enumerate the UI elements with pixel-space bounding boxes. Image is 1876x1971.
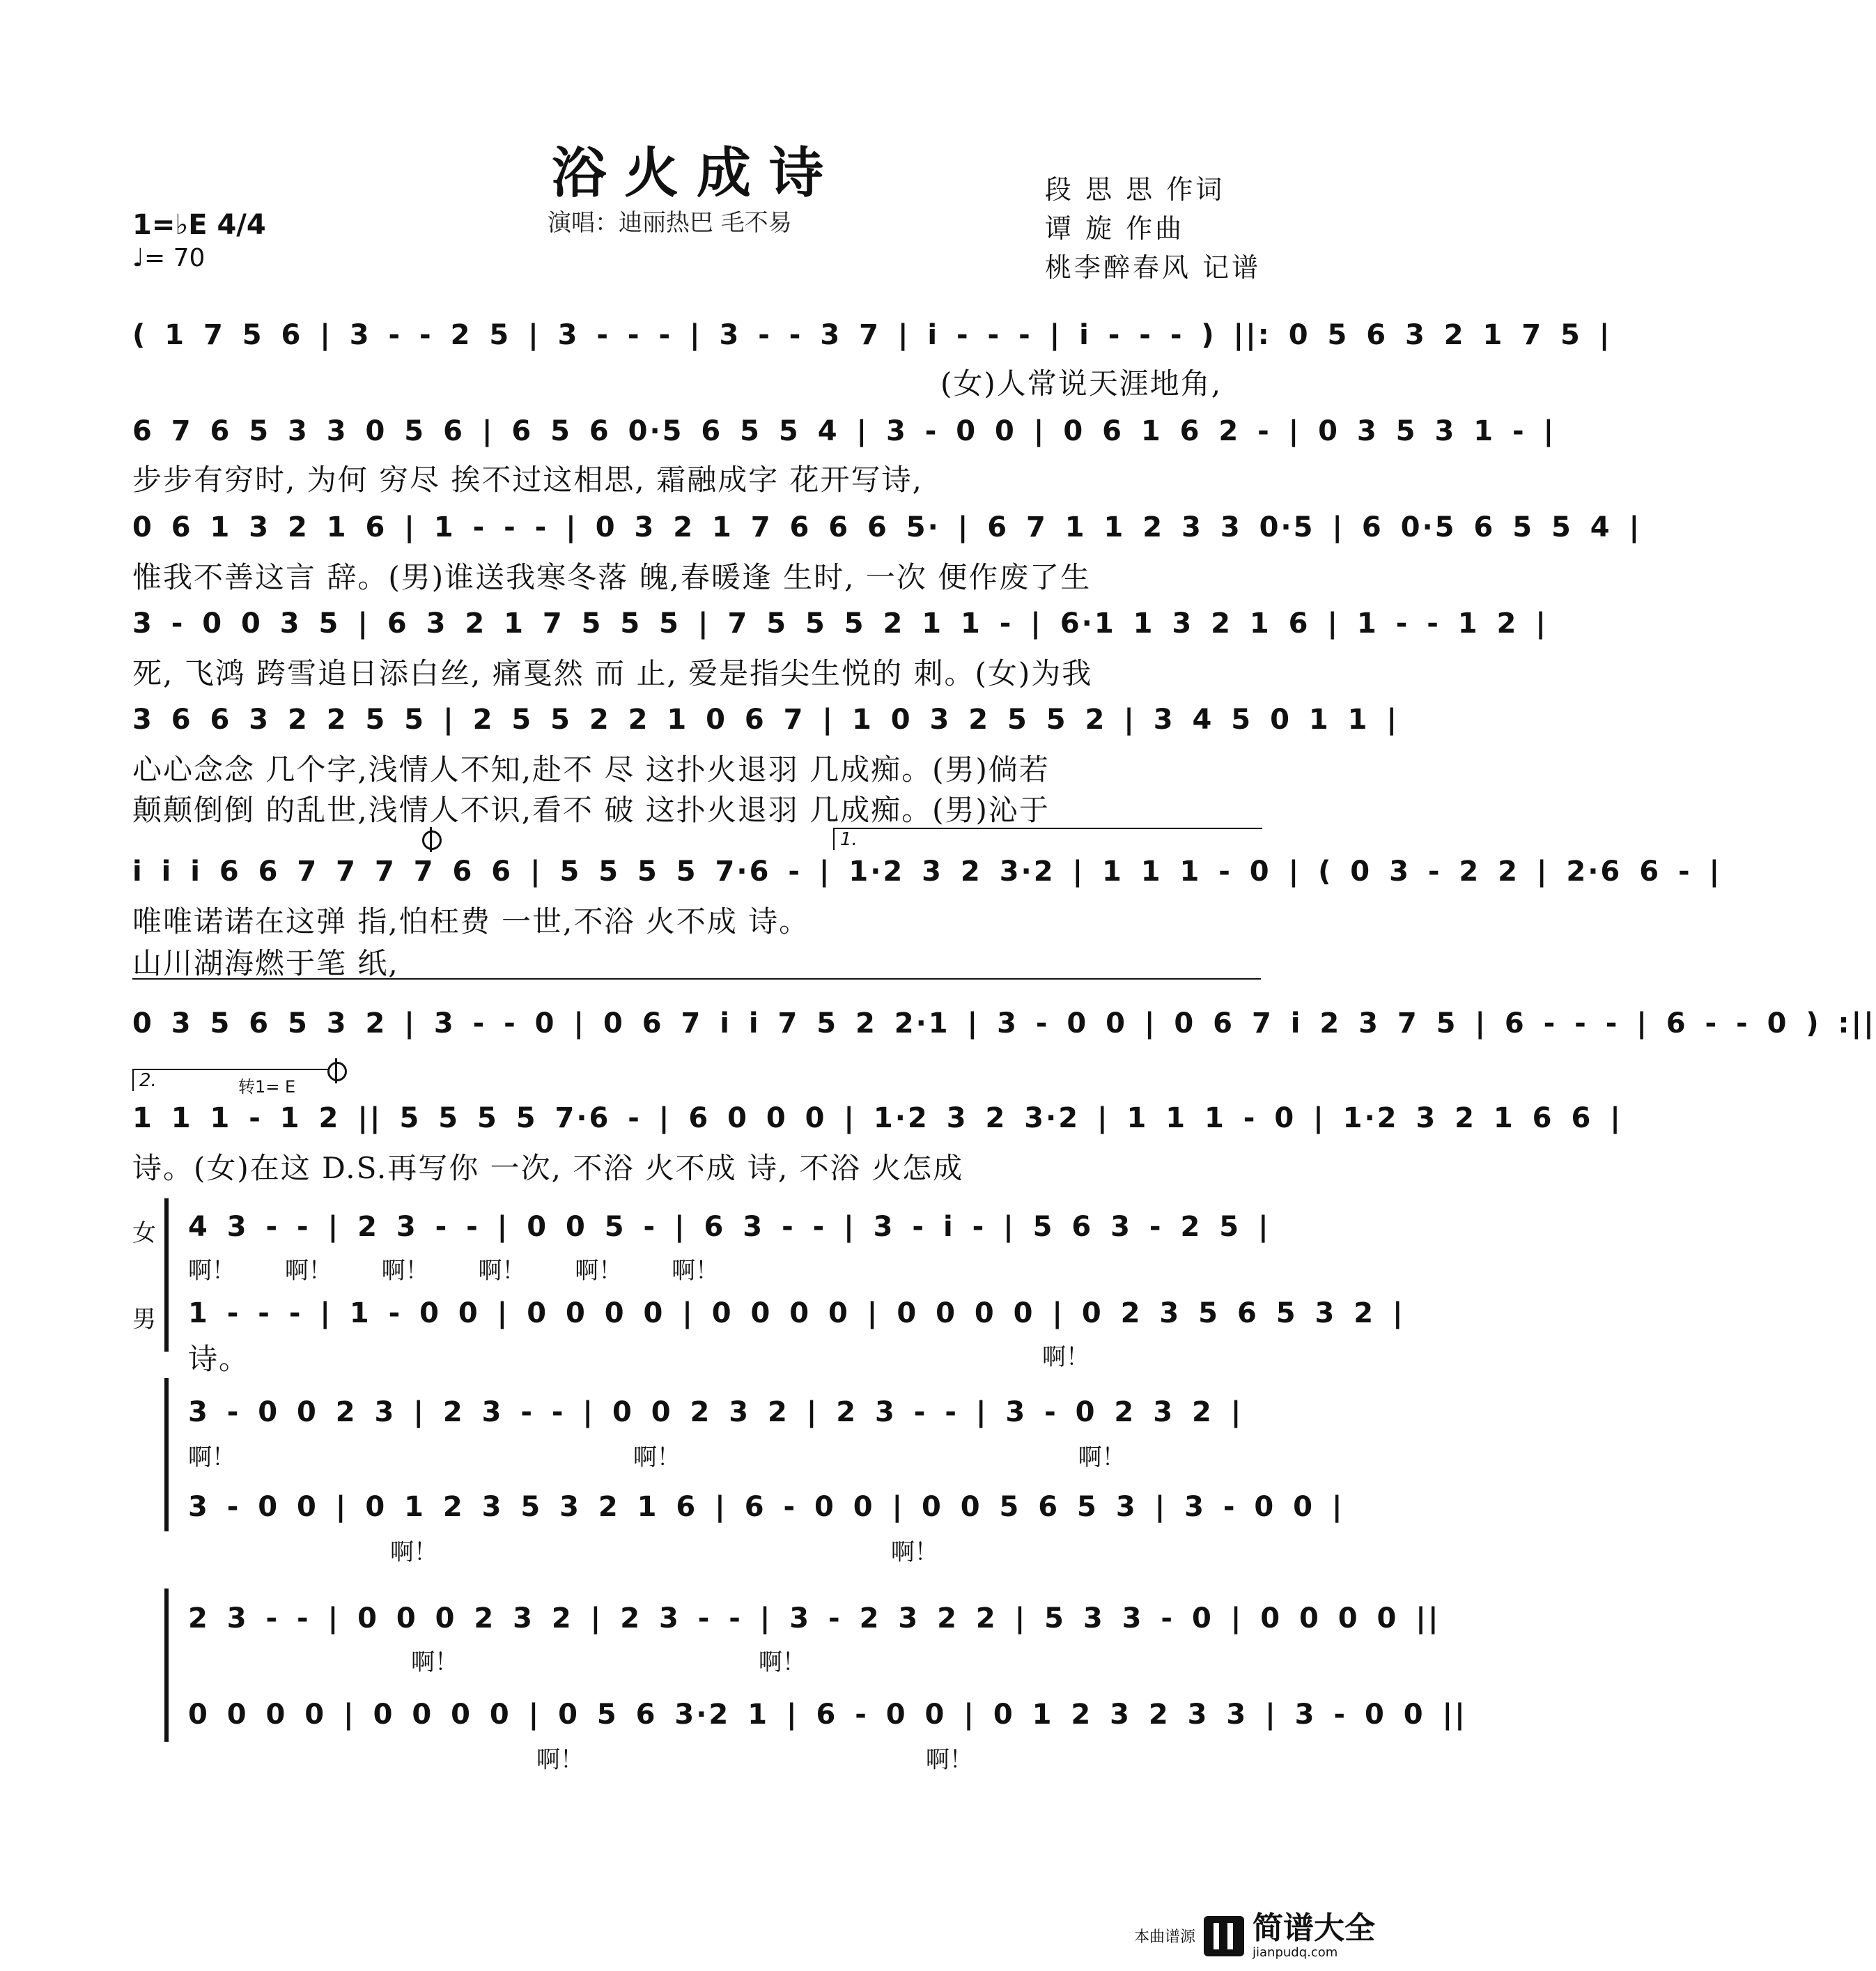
cry: 啊！ bbox=[575, 1257, 623, 1285]
score-system-6-lyrics-verse2: 山川湖海燃于笔 纸, bbox=[132, 946, 399, 980]
cry: 啊！ bbox=[758, 1648, 806, 1676]
female-voice-label: 女 bbox=[132, 1219, 156, 1247]
choir-1-male-lyric: 诗。 bbox=[188, 1342, 250, 1376]
score-system-6-notes: i i i 6 6 7 7 7 7 6 6 | 5 5 5 5 7·6 - | 1·2 3 2 3·2 | 1 1 1 - 0 | ( 0 3 - 2 2 | 2·6 6 - | bbox=[132, 856, 1722, 888]
choir-3-female-cries bbox=[411, 1643, 1038, 1677]
key-signature: 1=♭E 4/4 bbox=[132, 209, 266, 241]
cry: 啊！ bbox=[188, 1444, 235, 1471]
choir-1-male-notes: 1 - - - | 1 - 0 0 | 0 0 0 0 | 0 0 0 0 | 0 0 0 0 | 0 2 3 5 6 5 3 2 | bbox=[188, 1297, 1405, 1329]
cry: 啊！ bbox=[381, 1257, 429, 1285]
score-system-7-notes: 0 3 5 6 5 3 2 | 3 - - 0 | 0 6 7 i i 7 5 2 2·1 | 3 - 0 0 | 0 6 7 i 2 3 7 5 | 6 - - - | 6 - - 0 ) :|| bbox=[132, 1007, 1876, 1039]
site-logo bbox=[1134, 1912, 1375, 1960]
score-system-4-lyrics: 死, 飞鸿 跨雪追日添白丝, 痛戛然 而 止, 爱是指尖生悦的 刺。(女)为我 bbox=[132, 656, 1093, 690]
choir-brace-1 bbox=[164, 1198, 169, 1352]
score-system-2-notes: 6 7 6 5 3 3 0 5 6 | 6 5 6 0·5 6 5 5 4 | 3 - 0 0 | 0 6 1 6 2 - | 0 3 5 3 1 - | bbox=[132, 415, 1556, 447]
cry: 啊！ bbox=[633, 1444, 681, 1471]
song-title: 浴火成诗 bbox=[551, 141, 842, 205]
score-system-6-lyrics-verse1: 唯唯诺诺在这弹 指,怕枉费 一世,不浴 火不成 诗。 bbox=[132, 904, 810, 938]
cry: 啊！ bbox=[925, 1746, 973, 1774]
transcriber-credit: 桃李醉春风 记谱 bbox=[1045, 252, 1262, 283]
cry: 啊！ bbox=[390, 1538, 437, 1566]
choir-3-male-notes: 0 0 0 0 | 0 0 0 0 | 0 5 6 3·2 1 | 6 - 0 0 | 0 1 2 3 2 3 3 | 3 - 0 0 || bbox=[188, 1699, 1467, 1731]
cry: 啊！ bbox=[672, 1257, 720, 1285]
choir-3-female-notes: 2 3 - - | 0 0 0 2 3 2 | 2 3 - - | 3 - 2 3 2 2 | 5 3 3 - 0 | 0 0 0 0 || bbox=[188, 1602, 1441, 1634]
score-system-1-lyrics: (女)人常说天涯地角, bbox=[940, 366, 1223, 401]
volta-2-label: 2. bbox=[139, 1070, 157, 1091]
score-system-3-notes: 0 6 1 3 2 1 6 | 1 - - - | 0 3 2 1 7 6 6 6 5· | 6 7 1 1 2 3 3 0·5 | 6 0·5 6 5 5 4 | bbox=[132, 511, 1642, 543]
first-ending-bracket bbox=[833, 828, 1262, 850]
choir-3-male-cries bbox=[536, 1740, 1163, 1775]
score-system-8-notes: 1 1 1 - 1 2 || 5 5 5 5 7·6 - | 6 0 0 0 | 1·2 3 2 3·2 | 1 1 1 - 0 | 1·2 3 2 1 6 6 | bbox=[132, 1102, 1622, 1134]
choir-2-male-notes: 3 - 0 0 | 0 1 2 3 5 3 2 1 6 | 6 - 0 0 | 0 0 5 6 5 3 | 3 - 0 0 | bbox=[188, 1491, 1344, 1523]
score-system-5-lyrics-verse2: 颠颠倒倒 的乱世,浅情人不识,看不 破 这扑火退羽 几成痴。(男)沁于 bbox=[132, 793, 1050, 827]
score-system-2-lyrics: 步步有穷时, 为何 穷尽 挨不过这相思, 霜融成字 花开写诗, bbox=[132, 463, 923, 497]
choir-1-female-notes: 4 3 - - | 2 3 - - | 0 0 5 - | 6 3 - - | 3 - i - | 5 6 3 - 2 5 | bbox=[188, 1211, 1271, 1243]
second-ending-bracket bbox=[132, 1069, 329, 1091]
choir-1-female-cries bbox=[188, 1251, 1261, 1285]
score-system-8-lyrics: 诗。(女)在这 D.S.再写你 一次, 不浴 火不成 诗, 不浴 火怎成 bbox=[132, 1151, 964, 1185]
brand-url: jianpudq.com bbox=[1253, 1945, 1338, 1960]
cry: 啊！ bbox=[890, 1538, 938, 1566]
cry: 啊！ bbox=[1078, 1444, 1126, 1471]
choir-1-male-cry: 啊！ bbox=[1042, 1343, 1090, 1371]
singer-credit: 演唱：迪丽热巴 毛不易 bbox=[548, 209, 792, 237]
choir-2-male-cries bbox=[390, 1533, 1226, 1567]
score-system-5-notes: 3 6 6 3 2 2 5 5 | 2 5 5 2 2 1 0 6 7 | 1 0 3 2 5 5 2 | 3 4 5 0 1 1 | bbox=[132, 704, 1399, 736]
cry: 啊！ bbox=[284, 1257, 332, 1285]
choir-brace-3 bbox=[164, 1589, 169, 1742]
choir-2-female-notes: 3 - 0 0 2 3 | 2 3 - - | 0 0 2 3 2 | 2 3 - - | 3 - 0 2 3 2 | bbox=[188, 1396, 1243, 1428]
score-system-1-notes: ( 1 7 5 6 | 3 - - 2 5 | 3 - - - | 3 - - 3 7 | i - - - | i - - - ) ||: 0 5 6 3 2 1 7 5 | bbox=[132, 319, 1612, 351]
score-system-5-lyrics-verse1: 心心念念 几个字,浅情人不知,赴不 尽 这扑火退羽 几成痴。(男)倘若 bbox=[132, 752, 1050, 787]
choir-2-female-cries bbox=[188, 1438, 1261, 1472]
lyricist-credit: 段 思 思 作词 bbox=[1045, 174, 1225, 205]
piano-keys-icon bbox=[1204, 1916, 1244, 1956]
cry: 啊！ bbox=[411, 1648, 458, 1676]
composer-credit: 谭 旋 作曲 bbox=[1045, 213, 1185, 244]
volta-1-label: 1. bbox=[840, 829, 858, 850]
cry: 啊！ bbox=[478, 1257, 526, 1285]
brand-name: 简谱大全 bbox=[1253, 1910, 1375, 1946]
cry: 啊！ bbox=[188, 1257, 235, 1285]
coda-icon bbox=[327, 1062, 347, 1081]
male-voice-label: 男 bbox=[132, 1306, 156, 1334]
choir-brace-2 bbox=[164, 1378, 169, 1531]
source-note: 本曲谱源 bbox=[1133, 1929, 1195, 1946]
score-system-3-lyrics: 惟我不善这言 辞。(男)谁送我寒冬落 魄,春暖逢 生时, 一次 便作废了生 bbox=[132, 560, 1092, 594]
cry: 啊！ bbox=[536, 1746, 584, 1774]
tempo-marking: ♩= 70 bbox=[132, 244, 206, 272]
score-system-4-notes: 3 - 0 0 3 5 | 6 3 2 1 7 5 5 5 | 7 5 5 5 2 1 1 - | 6·1 1 3 2 1 6 | 1 - - 1 2 | bbox=[132, 608, 1548, 640]
credits-block bbox=[1045, 170, 1261, 287]
segno-coda-icon bbox=[422, 830, 442, 850]
volta-continuation-line bbox=[132, 978, 1261, 980]
modulation-label: 转1= E bbox=[238, 1077, 296, 1097]
